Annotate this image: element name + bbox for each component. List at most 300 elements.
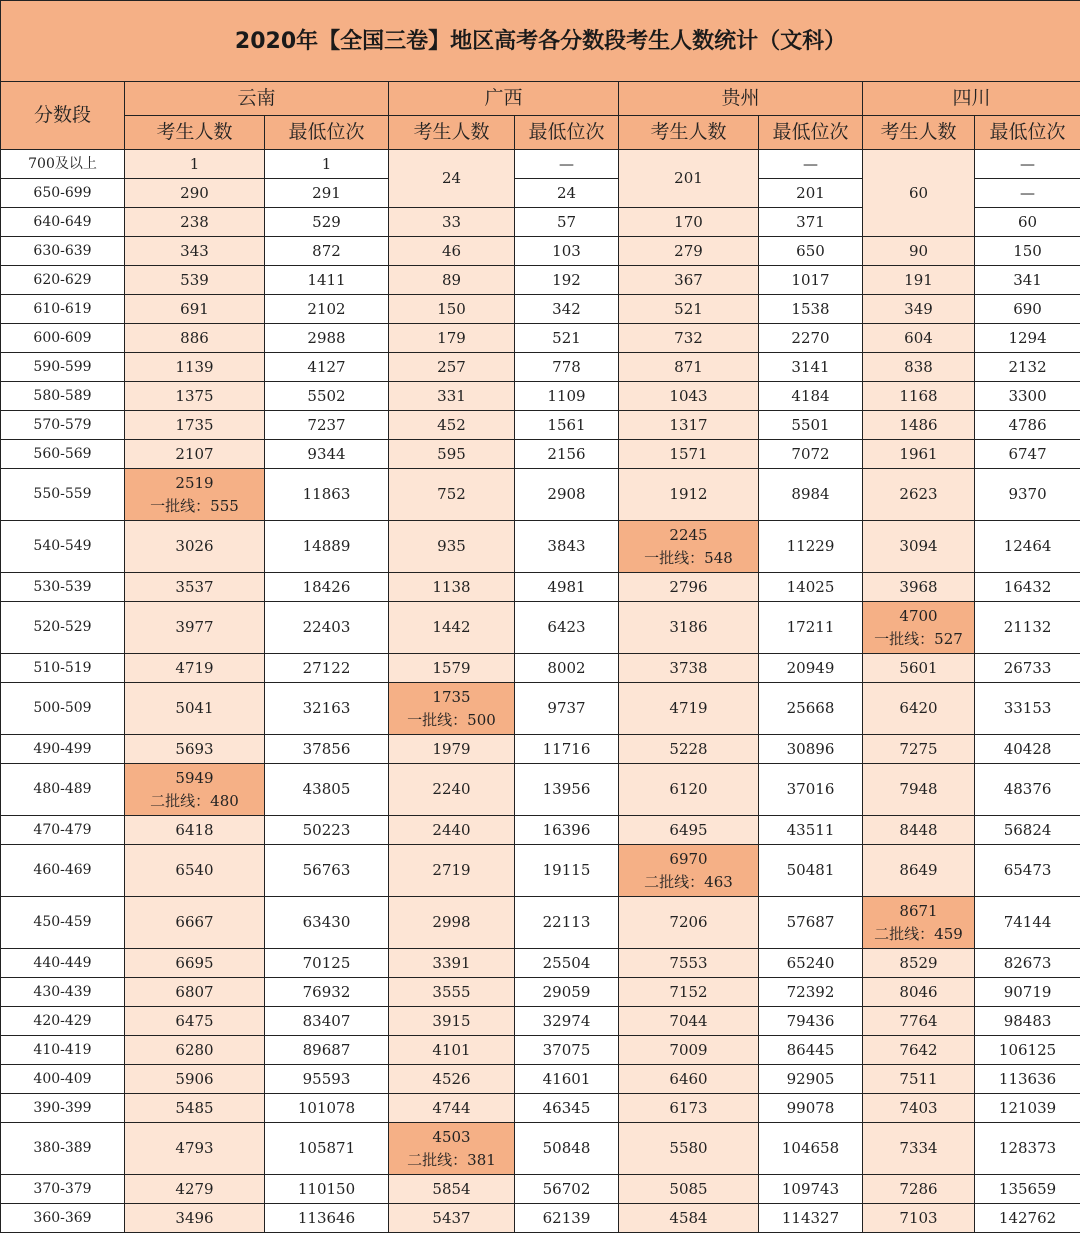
table-row	[1, 1036, 1080, 1065]
cutoff-count-cell	[389, 1123, 515, 1175]
rank-cell: 9344	[265, 440, 389, 469]
rank-cell: 1109	[515, 382, 619, 411]
rank-cell: 62139	[515, 1204, 619, 1233]
rank-cell: 1017	[759, 266, 863, 295]
rank-cell: 60	[975, 208, 1080, 237]
count-cell: 1735	[125, 411, 265, 440]
table-row	[1, 411, 1080, 440]
rank-cell: 5501	[759, 411, 863, 440]
rank-cell: 22403	[265, 602, 389, 654]
count-cell: 1317	[619, 411, 759, 440]
count-cell: 4584	[619, 1204, 759, 1233]
count-cell: 7948	[863, 764, 975, 816]
score-range-cell: 450-459	[1, 897, 125, 949]
score-range-cell: 600-609	[1, 324, 125, 353]
score-range-cell: 380-389	[1, 1123, 125, 1175]
rank-cell: 11229	[759, 521, 863, 573]
count-value: 4503	[389, 1126, 514, 1149]
count-cell: 24	[389, 150, 515, 208]
score-range-cell: 590-599	[1, 353, 125, 382]
rank-cell: 135659	[975, 1175, 1080, 1204]
count-cell: 1912	[619, 469, 759, 521]
count-cell: 4793	[125, 1123, 265, 1175]
score-range-cell: 370-379	[1, 1175, 125, 1204]
table-row	[1, 845, 1080, 897]
cutoff-line-label: 二批线：463	[619, 871, 758, 894]
rank-cell: 101078	[265, 1094, 389, 1123]
rank-cell: 8002	[515, 654, 619, 683]
rank-cell: 14889	[265, 521, 389, 573]
rank-cell: 24	[515, 179, 619, 208]
table-row	[1, 897, 1080, 949]
score-range-cell: 540-549	[1, 521, 125, 573]
table-row	[1, 602, 1080, 654]
cutoff-count-cell	[125, 764, 265, 816]
count-cell: 886	[125, 324, 265, 353]
count-cell: 6695	[125, 949, 265, 978]
province-header-guizhou: 贵州	[619, 82, 863, 116]
count-value: 2245	[619, 524, 758, 547]
rank-header: 最低位次	[265, 116, 389, 150]
table-row	[1, 1007, 1080, 1036]
count-value: 6970	[619, 848, 758, 871]
count-cell: 3968	[863, 573, 975, 602]
count-cell: 170	[619, 208, 759, 237]
count-cell: 7103	[863, 1204, 975, 1233]
cutoff-line-label: 二批线：480	[125, 790, 264, 813]
count-cell: 1486	[863, 411, 975, 440]
count-cell: 6495	[619, 816, 759, 845]
table-row	[1, 1175, 1080, 1204]
table-row	[1, 573, 1080, 602]
rank-cell: 43805	[265, 764, 389, 816]
score-range-cell: 550-559	[1, 469, 125, 521]
count-cell: 8046	[863, 978, 975, 1007]
rank-cell: 95593	[265, 1065, 389, 1094]
count-cell: 7206	[619, 897, 759, 949]
rank-cell: 1538	[759, 295, 863, 324]
rank-cell: 3300	[975, 382, 1080, 411]
rank-cell: 8984	[759, 469, 863, 521]
count-cell: 238	[125, 208, 265, 237]
rank-cell: 371	[759, 208, 863, 237]
rank-cell: 128373	[975, 1123, 1080, 1175]
count-cell: 838	[863, 353, 975, 382]
count-cell: 279	[619, 237, 759, 266]
cutoff-count-cell	[389, 683, 515, 735]
rank-cell: 32974	[515, 1007, 619, 1036]
cutoff-count-cell	[863, 602, 975, 654]
count-cell: 595	[389, 440, 515, 469]
rank-cell: 70125	[265, 949, 389, 978]
table-row	[1, 1094, 1080, 1123]
count-cell: 367	[619, 266, 759, 295]
count-cell: 2719	[389, 845, 515, 897]
count-cell: 3537	[125, 573, 265, 602]
count-cell: 3977	[125, 602, 265, 654]
count-cell: 5580	[619, 1123, 759, 1175]
count-cell: 3496	[125, 1204, 265, 1233]
province-header-sichuan: 四川	[863, 82, 1080, 116]
rank-cell: 4786	[975, 411, 1080, 440]
score-range-cell: 410-419	[1, 1036, 125, 1065]
rank-cell: 104658	[759, 1123, 863, 1175]
rank-cell: 46345	[515, 1094, 619, 1123]
cutoff-line-label: 一批线：500	[389, 709, 514, 732]
table-row	[1, 764, 1080, 816]
count-cell: 7009	[619, 1036, 759, 1065]
count-cell: 2796	[619, 573, 759, 602]
rank-cell: 17211	[759, 602, 863, 654]
count-cell: 1	[125, 150, 265, 179]
rank-cell: —	[975, 150, 1080, 179]
score-range-cell: 440-449	[1, 949, 125, 978]
count-cell: 8529	[863, 949, 975, 978]
count-cell: 5228	[619, 735, 759, 764]
count-value: 8671	[863, 900, 974, 923]
rank-cell: 43511	[759, 816, 863, 845]
count-cell: 1375	[125, 382, 265, 411]
count-cell: 4279	[125, 1175, 265, 1204]
cutoff-line-label: 一批线：555	[125, 495, 264, 518]
score-range-cell: 360-369	[1, 1204, 125, 1233]
count-cell: 6120	[619, 764, 759, 816]
count-cell: 5906	[125, 1065, 265, 1094]
count-cell: 3738	[619, 654, 759, 683]
rank-cell: 13956	[515, 764, 619, 816]
rank-cell: —	[515, 150, 619, 179]
count-cell: 2998	[389, 897, 515, 949]
score-range-header: 分数段	[1, 82, 125, 150]
rank-cell: 4127	[265, 353, 389, 382]
table-title: 2020年【全国三卷】地区高考各分数段考生人数统计（文科）	[1, 1, 1080, 82]
rank-cell: 74144	[975, 897, 1080, 949]
rank-cell: 106125	[975, 1036, 1080, 1065]
rank-cell: 25504	[515, 949, 619, 978]
count-cell: 343	[125, 237, 265, 266]
rank-cell: 113636	[975, 1065, 1080, 1094]
count-cell: 150	[389, 295, 515, 324]
rank-header: 最低位次	[515, 116, 619, 150]
count-cell: 7152	[619, 978, 759, 1007]
rank-cell: 21132	[975, 602, 1080, 654]
score-range-cell: 400-409	[1, 1065, 125, 1094]
table-row	[1, 353, 1080, 382]
table-row	[1, 816, 1080, 845]
cutoff-line-label: 一批线：527	[863, 628, 974, 651]
count-value: 4700	[863, 605, 974, 628]
rank-cell: —	[759, 150, 863, 179]
count-cell: 6418	[125, 816, 265, 845]
rank-cell: 1294	[975, 324, 1080, 353]
count-cell: 6280	[125, 1036, 265, 1065]
province-header-guangxi: 广西	[389, 82, 619, 116]
rank-cell: 20949	[759, 654, 863, 683]
rank-cell: 2132	[975, 353, 1080, 382]
count-cell: 7553	[619, 949, 759, 978]
count-cell: 4744	[389, 1094, 515, 1123]
rank-cell: 2102	[265, 295, 389, 324]
rank-cell: 103	[515, 237, 619, 266]
count-cell: 5601	[863, 654, 975, 683]
rank-cell: 50481	[759, 845, 863, 897]
table-row	[1, 469, 1080, 521]
count-cell: 7275	[863, 735, 975, 764]
table-row	[1, 150, 1080, 179]
rank-cell: 92905	[759, 1065, 863, 1094]
cutoff-count-cell	[125, 469, 265, 521]
rank-cell: 63430	[265, 897, 389, 949]
count-cell: 331	[389, 382, 515, 411]
table-row	[1, 683, 1080, 735]
rank-cell: 83407	[265, 1007, 389, 1036]
count-header: 考生人数	[125, 116, 265, 150]
rank-cell: 142762	[975, 1204, 1080, 1233]
count-cell: 90	[863, 237, 975, 266]
rank-cell: 3843	[515, 521, 619, 573]
table-row	[1, 654, 1080, 683]
rank-cell: 22113	[515, 897, 619, 949]
rank-cell: 2270	[759, 324, 863, 353]
count-cell: 5485	[125, 1094, 265, 1123]
rank-cell: 89687	[265, 1036, 389, 1065]
rank-cell: 25668	[759, 683, 863, 735]
count-cell: 6460	[619, 1065, 759, 1094]
score-range-cell: 510-519	[1, 654, 125, 683]
count-value: 5949	[125, 767, 264, 790]
score-range-cell: 560-569	[1, 440, 125, 469]
count-cell: 257	[389, 353, 515, 382]
rank-cell: 65240	[759, 949, 863, 978]
count-cell: 179	[389, 324, 515, 353]
table-row	[1, 1065, 1080, 1094]
table-row	[1, 1204, 1080, 1233]
count-cell: 691	[125, 295, 265, 324]
score-range-cell: 480-489	[1, 764, 125, 816]
rank-cell: 19115	[515, 845, 619, 897]
rank-cell: 521	[515, 324, 619, 353]
table-row	[1, 266, 1080, 295]
table-row	[1, 324, 1080, 353]
rank-cell: 37856	[265, 735, 389, 764]
count-cell: 1138	[389, 573, 515, 602]
score-range-cell: 610-619	[1, 295, 125, 324]
count-cell: 191	[863, 266, 975, 295]
score-range-cell: 630-639	[1, 237, 125, 266]
count-cell: 7403	[863, 1094, 975, 1123]
rank-cell: 30896	[759, 735, 863, 764]
count-cell: 7511	[863, 1065, 975, 1094]
rank-cell: 6423	[515, 602, 619, 654]
rank-cell: 50223	[265, 816, 389, 845]
rank-cell: 27122	[265, 654, 389, 683]
count-cell: 8448	[863, 816, 975, 845]
count-cell: 5693	[125, 735, 265, 764]
count-cell: 1043	[619, 382, 759, 411]
rank-cell: 57687	[759, 897, 863, 949]
rank-cell: 14025	[759, 573, 863, 602]
count-cell: 3094	[863, 521, 975, 573]
count-cell: 1442	[389, 602, 515, 654]
count-cell: 7044	[619, 1007, 759, 1036]
rank-cell: 2908	[515, 469, 619, 521]
table-row	[1, 237, 1080, 266]
count-cell: 1571	[619, 440, 759, 469]
rank-cell: 98483	[975, 1007, 1080, 1036]
count-cell: 3915	[389, 1007, 515, 1036]
rank-cell: 11716	[515, 735, 619, 764]
score-range-cell: 620-629	[1, 266, 125, 295]
rank-cell: 50848	[515, 1123, 619, 1175]
rank-cell: 79436	[759, 1007, 863, 1036]
score-range-cell: 470-479	[1, 816, 125, 845]
cutoff-count-cell	[619, 521, 759, 573]
rank-cell: 16396	[515, 816, 619, 845]
rank-cell: 342	[515, 295, 619, 324]
count-cell: 6173	[619, 1094, 759, 1123]
rank-cell: 5502	[265, 382, 389, 411]
rank-cell: 150	[975, 237, 1080, 266]
rank-cell: 16432	[975, 573, 1080, 602]
cutoff-count-cell	[619, 845, 759, 897]
count-cell: 5041	[125, 683, 265, 735]
rank-cell: 56702	[515, 1175, 619, 1204]
rank-header: 最低位次	[975, 116, 1080, 150]
count-cell: 732	[619, 324, 759, 353]
count-cell: 6540	[125, 845, 265, 897]
rank-cell: 109743	[759, 1175, 863, 1204]
cutoff-line-label: 二批线：459	[863, 923, 974, 946]
count-cell: 935	[389, 521, 515, 573]
table-row	[1, 949, 1080, 978]
rank-cell: 4981	[515, 573, 619, 602]
rank-cell: 690	[975, 295, 1080, 324]
count-cell: 4101	[389, 1036, 515, 1065]
rank-cell: 11863	[265, 469, 389, 521]
rank-cell: 291	[265, 179, 389, 208]
rank-cell: 1561	[515, 411, 619, 440]
rank-cell: 4184	[759, 382, 863, 411]
count-cell: 539	[125, 266, 265, 295]
count-cell: 4719	[619, 683, 759, 735]
count-cell: 2107	[125, 440, 265, 469]
rank-cell: 57	[515, 208, 619, 237]
rank-cell: 56824	[975, 816, 1080, 845]
rank-cell: 110150	[265, 1175, 389, 1204]
rank-cell: 650	[759, 237, 863, 266]
score-range-cell: 520-529	[1, 602, 125, 654]
count-cell: 3026	[125, 521, 265, 573]
table-row	[1, 978, 1080, 1007]
count-cell: 7286	[863, 1175, 975, 1204]
count-cell: 1961	[863, 440, 975, 469]
count-cell: 7764	[863, 1007, 975, 1036]
rank-cell: 201	[759, 179, 863, 208]
rank-cell: 7072	[759, 440, 863, 469]
rank-cell: 37075	[515, 1036, 619, 1065]
rank-header: 最低位次	[759, 116, 863, 150]
cutoff-count-cell	[863, 897, 975, 949]
count-cell: 6667	[125, 897, 265, 949]
count-cell: 89	[389, 266, 515, 295]
count-header: 考生人数	[863, 116, 975, 150]
cutoff-line-label: 二批线：381	[389, 1149, 514, 1172]
rank-cell: 12464	[975, 521, 1080, 573]
count-cell: 752	[389, 469, 515, 521]
score-range-cell: 580-589	[1, 382, 125, 411]
rank-cell: 29059	[515, 978, 619, 1007]
score-range-cell: 460-469	[1, 845, 125, 897]
rank-cell: 99078	[759, 1094, 863, 1123]
count-cell: 1168	[863, 382, 975, 411]
rank-cell: 48376	[975, 764, 1080, 816]
count-value: 1735	[389, 686, 514, 709]
count-cell: 871	[619, 353, 759, 382]
count-cell: 3555	[389, 978, 515, 1007]
table-row	[1, 440, 1080, 469]
rank-cell: 1	[265, 150, 389, 179]
score-range-cell: 570-579	[1, 411, 125, 440]
rank-cell: 41601	[515, 1065, 619, 1094]
rank-cell: 3141	[759, 353, 863, 382]
count-cell: 2240	[389, 764, 515, 816]
count-cell: 6807	[125, 978, 265, 1007]
rank-cell: 2156	[515, 440, 619, 469]
count-cell: 604	[863, 324, 975, 353]
table-row	[1, 735, 1080, 764]
table-row	[1, 295, 1080, 324]
score-range-cell: 390-399	[1, 1094, 125, 1123]
rank-cell: 86445	[759, 1036, 863, 1065]
count-cell: 6420	[863, 683, 975, 735]
count-cell: 5085	[619, 1175, 759, 1204]
rank-cell: 341	[975, 266, 1080, 295]
count-cell: 201	[619, 150, 759, 208]
rank-cell: 105871	[265, 1123, 389, 1175]
score-range-cell: 700及以上	[1, 150, 125, 179]
rank-cell: 65473	[975, 845, 1080, 897]
count-cell: 6475	[125, 1007, 265, 1036]
rank-cell: 872	[265, 237, 389, 266]
cutoff-line-label: 一批线：548	[619, 547, 758, 570]
rank-cell: 529	[265, 208, 389, 237]
rank-cell: 6747	[975, 440, 1080, 469]
rank-cell: 32163	[265, 683, 389, 735]
rank-cell: 40428	[975, 735, 1080, 764]
count-cell: 521	[619, 295, 759, 324]
score-range-cell: 640-649	[1, 208, 125, 237]
rank-cell: 37016	[759, 764, 863, 816]
count-cell: 1139	[125, 353, 265, 382]
score-range-cell: 490-499	[1, 735, 125, 764]
rank-cell: 33153	[975, 683, 1080, 735]
rank-cell: 121039	[975, 1094, 1080, 1123]
count-cell: 7334	[863, 1123, 975, 1175]
score-range-cell: 650-699	[1, 179, 125, 208]
table-row	[1, 521, 1080, 573]
rank-cell: 9370	[975, 469, 1080, 521]
score-range-cell: 430-439	[1, 978, 125, 1007]
count-cell: 5437	[389, 1204, 515, 1233]
rank-cell: 56763	[265, 845, 389, 897]
table-row	[1, 382, 1080, 411]
count-cell: 349	[863, 295, 975, 324]
rank-cell: 7237	[265, 411, 389, 440]
rank-cell: —	[975, 179, 1080, 208]
rank-cell: 72392	[759, 978, 863, 1007]
count-cell: 4719	[125, 654, 265, 683]
count-header: 考生人数	[389, 116, 515, 150]
